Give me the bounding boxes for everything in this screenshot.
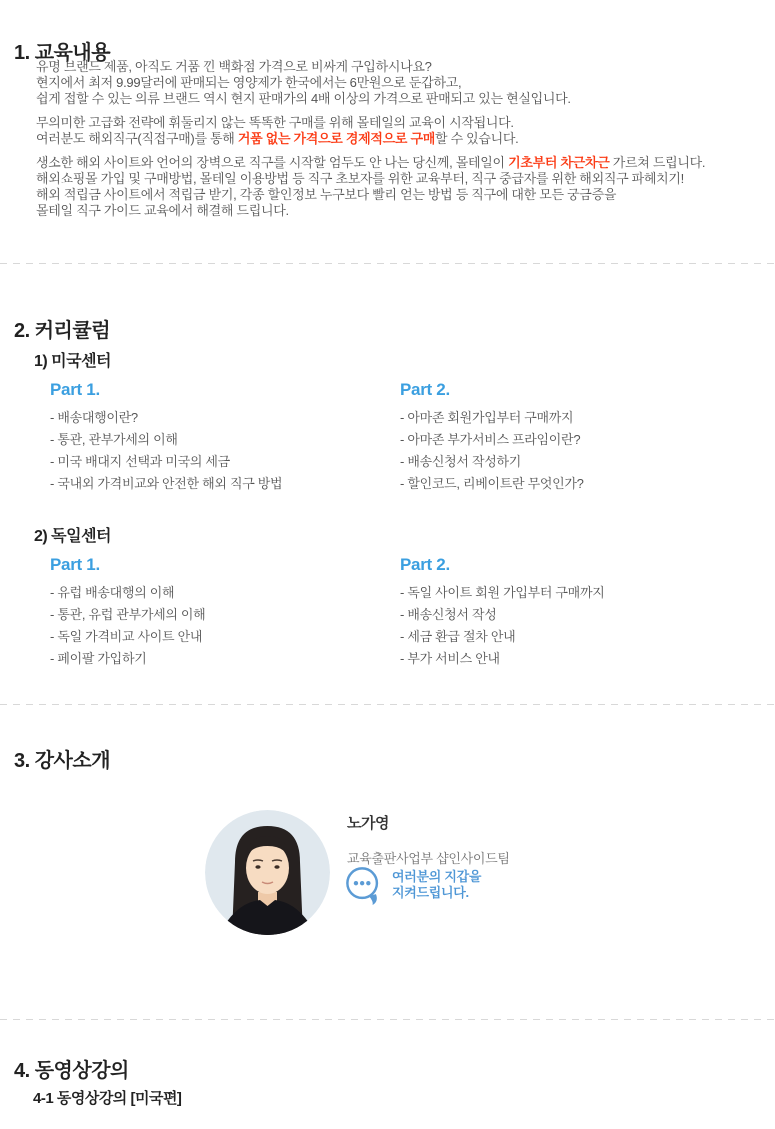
section-title-education: 1. 교육내용 — [14, 42, 111, 64]
text-line: 유명 브랜드 제품, 아직도 거품 낀 백화점 가격으로 비싸게 구입하시나요? — [36, 59, 432, 74]
list-item: - 배송신청서 작성 — [400, 607, 497, 622]
part-item-list — [50, 582, 205, 670]
list-item: - 배송신청서 작성하기 — [400, 454, 521, 469]
part-title: Part 1. — [50, 380, 100, 399]
text-segment: 할 수 있습니다. — [435, 131, 519, 146]
text-line: 쉽게 접할 수 있는 의류 브랜드 역시 현지 판매가의 4배 이상의 가격으로 판매되고 있는 현실입니다. — [36, 91, 571, 106]
list-item: - 부가 서비스 안내 — [400, 651, 500, 666]
text-line: 몰테일 직구 가이드 교육에서 해결해 드립니다. — [36, 203, 289, 218]
center-name-us: 1) 미국센터 — [34, 353, 111, 370]
list-item: - 국내외 가격비교와 안전한 해외 직구 방법 — [50, 476, 283, 491]
list-item: - 통관, 유럽 관부가세의 이해 — [50, 607, 206, 622]
text-line — [36, 131, 705, 147]
germany-part-1 — [50, 555, 205, 670]
list-item: - 배송대행이란? — [50, 410, 138, 425]
instructor-team: 교육출판사업부 샵인사이드팀 — [347, 851, 510, 866]
quote-text — [392, 866, 481, 901]
text-line — [36, 155, 705, 171]
section-title-video: 4. 동영상강의 — [14, 1060, 129, 1082]
us-part-1 — [50, 380, 282, 495]
list-item: - 세금 환급 절차 안내 — [400, 629, 516, 644]
center-name-germany: 2) 독일센터 — [34, 528, 111, 545]
text-segment: 생소한 해외 사이트와 언어의 장벽으로 직구를 시작할 엄두도 안 나는 당신께, 몰테일이 — [36, 155, 509, 170]
education-paragraph-3 — [36, 155, 705, 219]
dashed-divider — [0, 1019, 775, 1020]
list-item: - 독일 사이트 회원 가입부터 구매까지 — [400, 585, 605, 600]
highlighted-text: 거품 없는 가격으로 경제적으로 구매 — [237, 131, 435, 146]
speech-bubble-icon — [344, 866, 386, 906]
dashed-divider — [0, 704, 775, 705]
part-title: Part 1. — [50, 555, 100, 574]
part-item-list — [400, 582, 604, 670]
video-subtitle: 4-1 동영상강의 [미국편] — [33, 1090, 182, 1107]
us-center-parts — [0, 380, 775, 500]
instructor-name: 노가영 — [347, 815, 389, 832]
list-item: - 아마존 회원가입부터 구매까지 — [400, 410, 574, 425]
list-item: - 독일 가격비교 사이트 안내 — [50, 629, 203, 644]
text-line: 무의미한 고급화 전략에 휘둘리지 않는 똑똑한 구매를 위해 몰테일의 교육이 시작됩니다. — [36, 115, 514, 130]
list-item: - 할인코드, 리베이트란 무엇인가? — [400, 476, 584, 491]
instructor-quote — [344, 866, 481, 906]
list-item: - 유럽 배송대행의 이해 — [50, 585, 175, 600]
instructor-photo — [205, 810, 330, 935]
text-line: 해외 적립금 사이트에서 적립금 받기, 각종 할인정보 누구보다 빨리 얻는 방법 등 직구에 대한 모든 궁금증을 — [36, 187, 617, 202]
text-segment: 가르쳐 드립니다. — [609, 155, 706, 170]
germany-part-2 — [400, 555, 604, 670]
us-part-2 — [400, 380, 584, 495]
list-item: - 페이팔 가입하기 — [50, 651, 147, 666]
quote-line-2: 지켜드립니다. — [392, 885, 469, 900]
instructor-portrait-illustration — [205, 810, 330, 935]
list-item: - 통관, 관부가세의 이해 — [50, 432, 178, 447]
text-line: 해외쇼핑몰 가입 및 구매방법, 몰테일 이용방법 등 직구 초보자를 위한 교육부터, 직구 중급자를 위한 해외직구 파헤치기! — [36, 171, 684, 186]
section-title-curriculum: 2. 커리큘럼 — [14, 320, 111, 342]
part-item-list — [400, 407, 584, 495]
dashed-divider — [0, 263, 775, 264]
part-title: Part 2. — [400, 555, 450, 574]
germany-center-parts — [0, 555, 775, 675]
education-paragraphs — [36, 59, 705, 227]
education-paragraph-2 — [36, 115, 705, 147]
list-item: - 미국 배대지 선택과 미국의 세금 — [50, 454, 230, 469]
education-paragraph-1 — [36, 59, 705, 107]
text-line: 현지에서 최저 9.99달러에 판매되는 영양제가 한국에서는 6만원으로 둔갑하고, — [36, 75, 462, 90]
part-item-list — [50, 407, 282, 495]
highlighted-text: 기초부터 차근차근 — [508, 155, 610, 170]
section-title-instructor: 3. 강사소개 — [14, 750, 111, 772]
part-title: Part 2. — [400, 380, 450, 399]
text-segment: 여러분도 해외직구(직접구매)를 통해 — [36, 131, 238, 146]
quote-line-1: 여러분의 지갑을 — [392, 869, 482, 884]
list-item: - 아마존 부가서비스 프라임이란? — [400, 432, 581, 447]
